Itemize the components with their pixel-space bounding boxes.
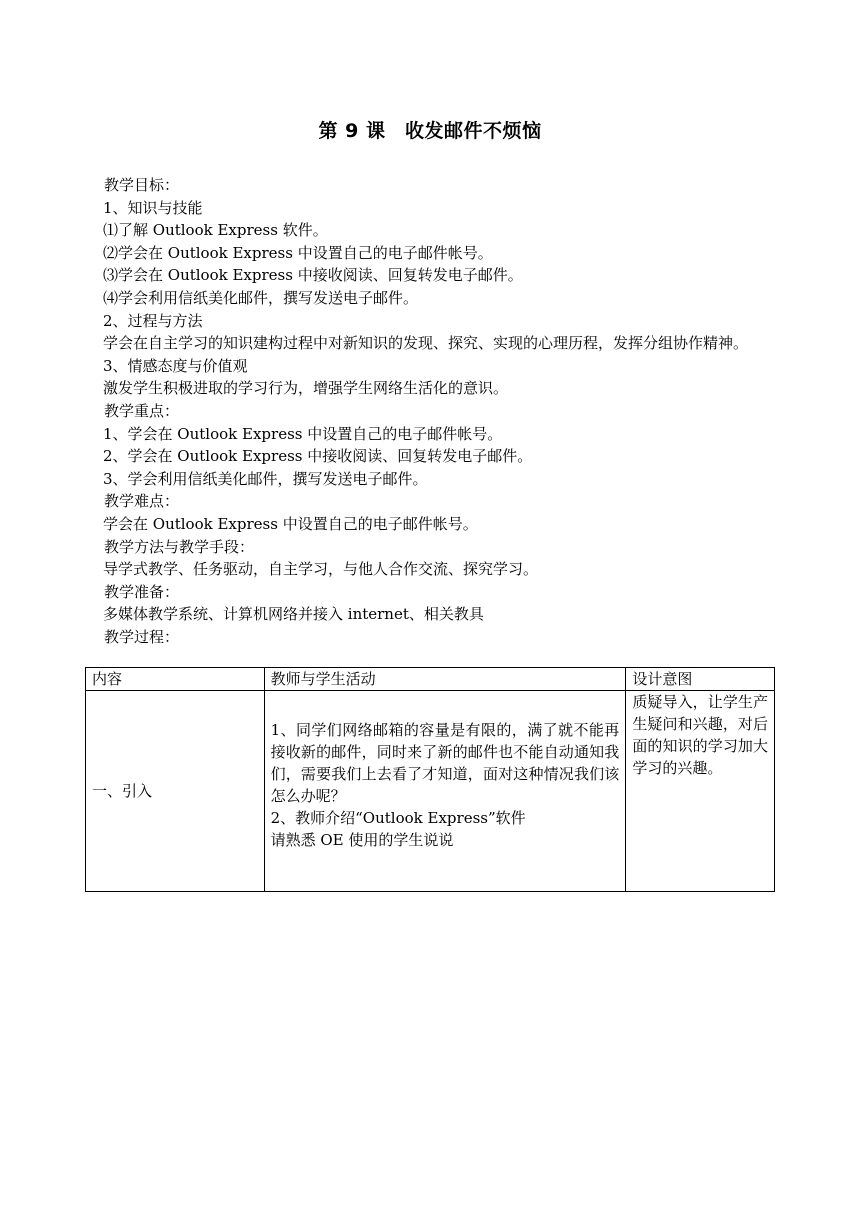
preparation-text: 多媒体教学系统、计算机网络并接入 internet、相关教具	[103, 605, 484, 624]
row-activity-cell	[264, 691, 626, 892]
procedure-table	[85, 667, 775, 892]
knowledge-item: ⑶学会在 Outlook Express 中接收阅读、回复转发电子邮件。	[103, 266, 523, 285]
knowledge-item: ⑴了解 Outlook Express 软件。	[103, 221, 328, 240]
knowledge-heading: 1、知识与技能	[103, 198, 203, 217]
intent-text: 质疑导入，让学生产生疑问和兴趣，对后面的知识的学习加大学习的兴趣。	[632, 693, 768, 777]
key-points-heading: 教学重点：	[104, 401, 180, 420]
column-header-content: 内容	[86, 668, 265, 691]
objectives-heading: 教学目标：	[104, 176, 180, 194]
methods-heading: 教学方法与教学手段：	[104, 537, 255, 556]
difficulties-text: 学会在 Outlook Express 中设置自己的电子邮件帐号。	[103, 514, 478, 533]
lesson-title: 第 9 课 收发邮件不烦恼	[318, 120, 542, 142]
process-text: 学会在自主学习的知识建构过程中对新知识的发现、探究、实现的心理历程，发挥分组协作精神。	[103, 334, 749, 353]
activity-text-3: 请熟悉 OE 使用的学生说说	[270, 831, 454, 849]
activity-text-2: 2、教师介绍“Outlook Express”软件	[270, 809, 526, 827]
key-point-item: 2、学会在 Outlook Express 中接收阅读、回复转发电子邮件。	[103, 447, 533, 466]
row-content-cell: 一、引入	[86, 691, 265, 892]
row-intent-cell	[626, 691, 775, 892]
attitude-heading: 3、情感态度与价值观	[103, 356, 248, 375]
preparation-heading: 教学准备：	[104, 582, 180, 601]
methods-text: 导学式教学、任务驱动，自主学习，与他人合作交流、探究学习。	[103, 560, 539, 579]
knowledge-item: ⑵学会在 Outlook Express 中设置自己的电子邮件帐号。	[103, 243, 493, 262]
table-header-row	[86, 668, 775, 691]
procedure-heading: 教学过程：	[104, 627, 180, 646]
activity-text-1: 1、同学们网络邮箱的容量是有限的，满了就不能再接收新的邮件，同时来了新的邮件也不能自动通知我们，需要我们上去看了才知道，面对这种情况我们该怎么办呢？	[270, 721, 620, 805]
lesson-body	[104, 174, 764, 648]
attitude-text: 激发学生积极进取的学习行为，增强学生网络生活化的意识。	[103, 379, 509, 398]
column-header-intent: 设计意图	[626, 668, 775, 691]
process-heading: 2、过程与方法	[103, 311, 203, 330]
difficulties-heading: 教学难点：	[104, 492, 180, 511]
table-row	[86, 691, 775, 892]
knowledge-item: ⑷学会利用信纸美化邮件，撰写发送电子邮件。	[103, 288, 419, 307]
key-point-item: 3、学会利用信纸美化邮件，撰写发送电子邮件。	[103, 469, 428, 488]
key-point-item: 1、学会在 Outlook Express 中设置自己的电子邮件帐号。	[103, 424, 503, 443]
column-header-activity: 教师与学生活动	[264, 668, 626, 691]
